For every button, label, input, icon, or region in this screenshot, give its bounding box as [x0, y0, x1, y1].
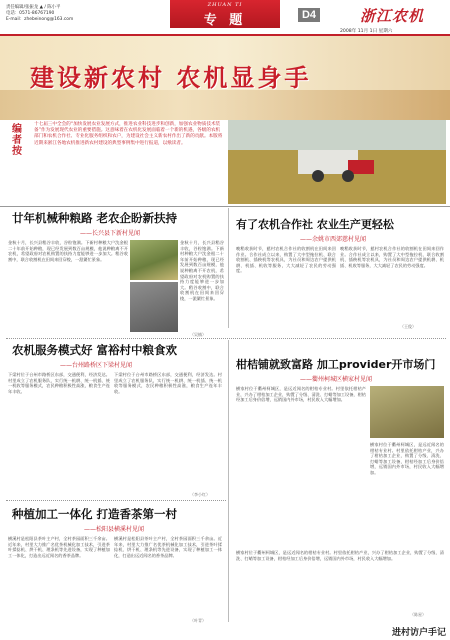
header-info [6, 5, 146, 23]
article-1-photo [130, 240, 178, 280]
divider-1 [0, 206, 450, 207]
article-1-body-cont: 金秋十月，长兴县稻谷丰收，谷粒饱满。下新村种粮大户沈金根二十年前开始种粮，现已经发展到数百亩规模，他说种粮离不开农机，希望政府对农机购置的扶持力度能够进一步加大。稻谷收割中，联合收割机在田间来回穿梭，一派繁忙景象。 [180, 240, 224, 301]
article-3-body: 下梁村位于台州市路桥区东部，交通便利，经济发达。村里成立了农机服务队，实行统一机耕、统一机插、统一机收等服务模式，农民种粮积极性高涨，粮食生产连年丰收。 [8, 372, 110, 394]
header-line-phone: 电话：0571-86767190 [6, 11, 55, 16]
column-divider-1 [228, 208, 229, 328]
article-1-subhead: ——长兴县下新村见闻 [80, 230, 141, 237]
article-2-body-cont: 晚稻收获时节，慈村农机合作社的收割机在田间来回作业。合作社成立以来，购置了大中型拖拉机、联合收割机、插秧机等农机具，为社员和周边农户提供机耕、机插、机收等服务，大大减轻了农民的劳动强度。 [340, 246, 444, 268]
article-4-headline: 柑桔铺就致富路 加工provider开市场门 [236, 358, 436, 371]
footer-column-tag [350, 625, 446, 637]
harvester-illustration [228, 120, 446, 204]
article-2-author: （王俊） [400, 324, 416, 329]
footer-label: 进村访户手记 [391, 628, 446, 638]
article-5-body: 横溪村是松阳县茶叶主产村，全村茶园面积三千余亩。近年来，村里大力推广名优茶机械化加工技术，引进茶叶揉捻机、烘干机、理条机等先进设备，实现了种植加工一体化，打造出远近闻名的香茶品牌。 [8, 536, 110, 558]
section-label: 专 题 [203, 13, 247, 28]
article-1-author: （吴楠） [190, 332, 206, 337]
issue-date: 2008年 11月 1日 星期六 [340, 29, 393, 34]
article-5-headline: 种植加工一体化 打造香茶第一村 [12, 507, 178, 521]
editor-note-label: 编者按 [12, 124, 22, 157]
article-4-body: 横家村位于衢州柯城区，是远近闻名的柑桔专业村。村里依托柑桔产业，兴办了柑桔加工企业，购置了分级、清洗、打蜡等加工设备，柑桔经加工后身价倍增，远销国内外市场，村民收入大幅增加。 [236, 386, 366, 403]
article-2-body: 晚稻收获时节，慈村农机合作社的收割机在田间来回作业。合作社成立以来，购置了大中型拖拉机、联合收割机、插秧机等农机具，为社员和周边农户提供机耕、机插、机收等服务，大大减轻了农民的劳动强度。 [236, 246, 336, 274]
divider-3 [6, 500, 226, 501]
section-label-box [170, 0, 280, 28]
article-5-subhead: ——松阳县横溪村见闻 [84, 526, 145, 533]
article-3-subhead: ——台州路桥区下梁村见闻 [60, 362, 133, 369]
article-4-subhead: ——衢州柯城区横家村见闻 [300, 376, 373, 383]
column-divider-2 [228, 340, 229, 622]
article-4-body-end: 横家村位于衢州柯城区，是远近闻名的柑桔专业村。村里依托柑桔产业，兴办了柑桔加工企业，购置了分级、清洗、打蜡等加工设备，柑桔经加工后身价倍增，远销国内外市场，村民收入大幅增加。 [236, 550, 444, 561]
harvest-photo [228, 120, 446, 204]
article-5-author: （叶青） [190, 618, 206, 623]
header-line-editor: 责任编辑/张振龙 ▲ / 陈小平 [6, 5, 61, 10]
article-3-headline: 农机服务模式好 富裕村中粮食欢 [12, 343, 178, 357]
article-3-body-cont: 下梁村位于台州市路桥区东部，交通便利，经济发达。村里成立了农机服务队，实行统一机耕、统一机插、统一机收等服务模式，农民种粮积极性高涨，粮食生产连年丰收。 [114, 372, 222, 394]
article-3-author: （李小红） [190, 492, 210, 497]
banner-decoration [0, 90, 450, 120]
article-1-body: 金秋十月，长兴县稻谷丰收，谷粒饱满。下新村种粮大户沈金根二十年前开始种粮，现已经发展到数百亩规模，他说种粮离不开农机，希望政府对农机购置的扶持力度能够进一步加大。稻谷收割中，联合收割机在田间来回穿梭，一派繁忙景象。 [8, 240, 128, 262]
editor-note-text: 十七届三中全会的“加快发展农业发展方式，推进农业科技进步和创新，加强农业物质技术装备”作为发展现代农业的重要措施。这意味着在农机化发展面临着一个新的机遇，各级的农机部门和农机合作社、专业化服务组织和农户，为建设社会主义新农村作出了新的贡献。本版将近期来浙江各地农机推进新农村建设的典型事例集中进行报道，以飨读者。 [34, 122, 223, 146]
article-2-headline: 有了农机合作社 农业生产更轻松 [236, 218, 394, 231]
banner [0, 36, 450, 120]
article-4-author: （陈星） [410, 612, 426, 617]
article-2-subhead: ——余姚市西郊慈村见闻 [300, 236, 367, 243]
article-1-photo-2 [130, 282, 178, 332]
divider-2 [6, 338, 446, 339]
page-number: D4 [298, 8, 320, 22]
article-1-headline: 廿年机械种粮路 老农企盼新扶持 [12, 211, 178, 225]
article-5-body-cont: 横溪村是松阳县茶叶主产村，全村茶园面积三千余亩。近年来，村里大力推广名优茶机械化加工技术，引进茶叶揉捻机、烘干机、理条机等先进设备，实现了种植加工一体化，打造出远近闻名的香茶品牌。 [114, 536, 222, 558]
section-pinyin: ZHUAN TI [207, 2, 243, 8]
article-4-body-cont: 横家村位于衢州柯城区，是远近闻名的柑桔专业村。村里依托柑桔产业，兴办了柑桔加工企业，购置了分级、清洗、打蜡等加工设备，柑桔经加工后身价倍增，远销国内外市场，村民收入大幅增加。 [370, 442, 444, 475]
article-4-photo [370, 386, 444, 438]
masthead: 浙江农机 [360, 7, 425, 25]
header-line-email: E-mail：zhebeinong@163.com [6, 17, 74, 22]
banner-title: 建设新农村 农机显身手 [30, 64, 312, 92]
